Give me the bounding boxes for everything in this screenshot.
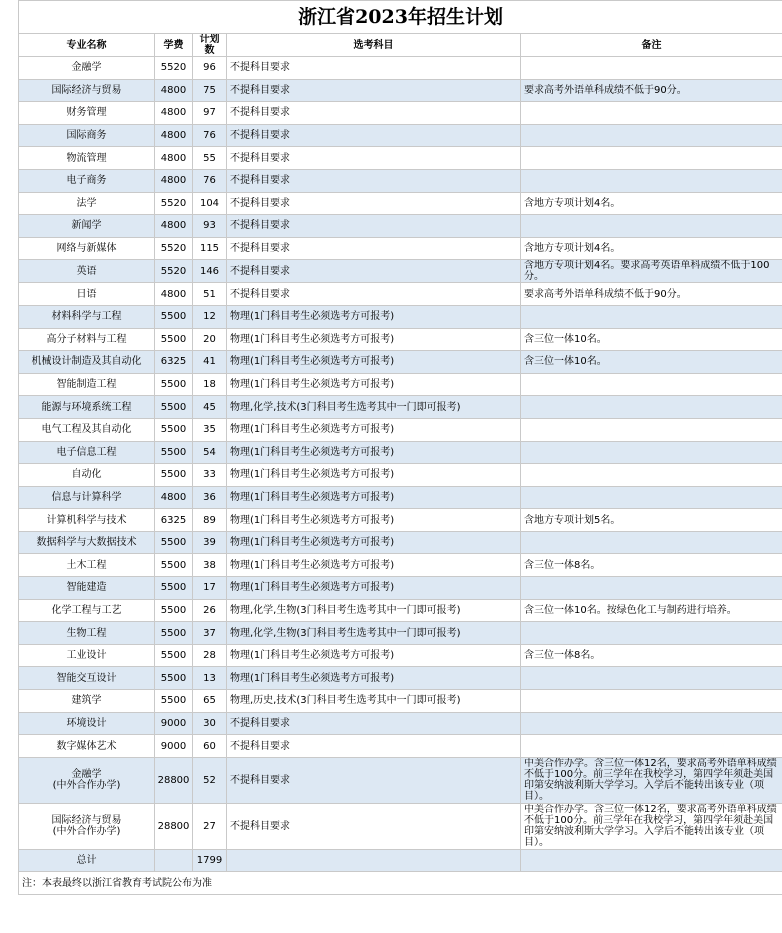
subject-requirement: 物理(1门科目考生必须选考方可报考) — [227, 464, 521, 487]
subject-requirement: 物理(1门科目考生必须选考方可报考) — [227, 305, 521, 328]
major-name: 财务管理 — [66, 107, 107, 119]
footnote: 注：本表最终以浙江省教育考试院公布为准 — [19, 872, 782, 895]
table-row — [19, 102, 782, 125]
plan-count: 96 — [193, 57, 227, 80]
tuition-fee: 5500 — [155, 554, 193, 577]
major-name: 智能制造工程 — [56, 379, 117, 391]
total-count: 1799 — [193, 849, 227, 872]
tuition-fee: 5500 — [155, 328, 193, 351]
table-row — [19, 396, 782, 419]
subject-requirement: 不提科目要求 — [227, 215, 521, 238]
remark: 中美合作办学。含三位一体12名，要求高考外语单科成绩不低于100分。前三学年在我校学习，第四学年须赴美国印第安纳波利斯大学学习。入学后不能转出该专业（项目）。 — [521, 803, 782, 849]
remark — [521, 396, 782, 419]
major-name: 国际商务 — [66, 130, 107, 142]
major-name-cell — [19, 757, 155, 803]
tuition-fee: 4800 — [155, 283, 193, 306]
subject-requirement: 不提科目要求 — [227, 260, 521, 283]
major-name: 信息与计算科学 — [51, 491, 122, 503]
remark: 含三位一体10名。 — [521, 351, 782, 374]
tuition-fee: 6325 — [155, 351, 193, 374]
remark — [521, 486, 782, 509]
plan-count: 30 — [193, 712, 227, 735]
major-name-cell — [19, 486, 155, 509]
remark — [521, 441, 782, 464]
plan-count: 38 — [193, 554, 227, 577]
plan-count: 18 — [193, 373, 227, 396]
table-row — [19, 644, 782, 667]
remark: 含地方专项计划4名。 — [521, 237, 782, 260]
subject-requirement: 物理,化学,生物(3门科目考生选考其中一门即可报考) — [227, 622, 521, 645]
remark — [521, 169, 782, 192]
tuition-fee: 28800 — [155, 757, 193, 803]
remark — [521, 464, 782, 487]
plan-count: 37 — [193, 622, 227, 645]
major-name-cell — [19, 79, 155, 102]
major-name-cell — [19, 396, 155, 419]
subject-requirement: 不提科目要求 — [227, 147, 521, 170]
tuition-fee: 5500 — [155, 396, 193, 419]
remark: 含三位一体10名。 — [521, 328, 782, 351]
tuition-fee: 4800 — [155, 169, 193, 192]
plan-count: 36 — [193, 486, 227, 509]
tuition-fee: 5500 — [155, 305, 193, 328]
table-row — [19, 418, 782, 441]
plan-count: 26 — [193, 599, 227, 622]
tuition-fee: 9000 — [155, 735, 193, 758]
table-row — [19, 757, 782, 803]
subject-requirement: 不提科目要求 — [227, 712, 521, 735]
subject-requirement: 物理,化学,技术(3门科目考生选考其中一门即可报考) — [227, 396, 521, 419]
table-body — [19, 57, 782, 850]
major-name: 日语 — [76, 288, 97, 300]
subject-requirement: 物理(1门科目考生必须选考方可报考) — [227, 509, 521, 532]
total-row — [19, 849, 782, 872]
plan-count: 39 — [193, 531, 227, 554]
plan-count: 60 — [193, 735, 227, 758]
remark: 要求高考外语单科成绩不低于90分。 — [521, 79, 782, 102]
plan-count: 75 — [193, 79, 227, 102]
header-row — [19, 34, 782, 57]
plan-count: 13 — [193, 667, 227, 690]
major-name-cell — [19, 373, 155, 396]
major-name-cell — [19, 509, 155, 532]
remark — [521, 690, 782, 713]
plan-count: 76 — [193, 169, 227, 192]
major-name: 计算机科学与技术 — [46, 514, 127, 526]
plan-count: 35 — [193, 418, 227, 441]
table-row — [19, 712, 782, 735]
table-row — [19, 169, 782, 192]
table-row — [19, 486, 782, 509]
major-name-cell — [19, 418, 155, 441]
page-title: 浙江省2023年招生计划 — [19, 1, 782, 34]
plan-count: 65 — [193, 690, 227, 713]
remark — [521, 147, 782, 170]
remark — [521, 305, 782, 328]
subject-requirement: 不提科目要求 — [227, 124, 521, 147]
table-row — [19, 192, 782, 215]
total-fee — [155, 849, 193, 872]
major-name: 土木工程 — [66, 559, 107, 571]
tuition-fee: 5520 — [155, 260, 193, 283]
table-row — [19, 531, 782, 554]
major-name-cell — [19, 441, 155, 464]
table-row — [19, 509, 782, 532]
major-name: 工业设计 — [66, 650, 107, 662]
table-row — [19, 305, 782, 328]
major-name-cell — [19, 667, 155, 690]
tuition-fee: 4800 — [155, 215, 193, 238]
major-name: 材料科学与工程 — [51, 311, 122, 323]
subject-requirement: 物理(1门科目考生必须选考方可报考) — [227, 486, 521, 509]
remark — [521, 215, 782, 238]
major-name: 建筑学 — [71, 695, 102, 707]
plan-count: 45 — [193, 396, 227, 419]
major-name: 物流管理 — [66, 152, 107, 164]
major-name: 英语 — [76, 265, 97, 277]
tuition-fee: 4800 — [155, 124, 193, 147]
major-name-cell — [19, 169, 155, 192]
major-name: 数字媒体艺术 — [56, 740, 117, 752]
remark — [521, 124, 782, 147]
tuition-fee: 5500 — [155, 644, 193, 667]
major-name: 电子信息工程 — [56, 446, 117, 458]
major-name-cell — [19, 712, 155, 735]
major-name: 法学 — [76, 197, 97, 209]
tuition-fee: 5520 — [155, 192, 193, 215]
major-name: 数据科学与大数据技术 — [36, 537, 137, 549]
major-name-cell — [19, 622, 155, 645]
tuition-fee: 9000 — [155, 712, 193, 735]
remark: 含地方专项计划5名。 — [521, 509, 782, 532]
remark — [521, 57, 782, 80]
tuition-fee: 6325 — [155, 509, 193, 532]
subject-requirement: 不提科目要求 — [227, 169, 521, 192]
subject-requirement: 不提科目要求 — [227, 102, 521, 125]
total-subjects — [227, 849, 521, 872]
remark — [521, 712, 782, 735]
table-row — [19, 577, 782, 600]
major-name-cell — [19, 147, 155, 170]
plan-count: 76 — [193, 124, 227, 147]
major-name-cell — [19, 328, 155, 351]
subject-requirement: 不提科目要求 — [227, 735, 521, 758]
subject-requirement: 物理(1门科目考生必须选考方可报考) — [227, 328, 521, 351]
subject-requirement: 物理(1门科目考生必须选考方可报考) — [227, 577, 521, 600]
subject-requirement: 物理(1门科目考生必须选考方可报考) — [227, 554, 521, 577]
subject-requirement: 物理,化学,生物(3门科目考生选考其中一门即可报考) — [227, 599, 521, 622]
plan-count: 55 — [193, 147, 227, 170]
major-name-cell — [19, 260, 155, 283]
major-name: 高分子材料与工程 — [46, 333, 127, 345]
remark: 中美合作办学。含三位一体12名，要求高考外语单科成绩不低于100分。前三学年在我校学习，第四学年须赴美国印第安纳波利斯大学学习。入学后不能转出该专业（项目）。 — [521, 757, 782, 803]
plan-count: 115 — [193, 237, 227, 260]
plan-count: 17 — [193, 577, 227, 600]
tuition-fee: 4800 — [155, 486, 193, 509]
remark: 要求高考外语单科成绩不低于90分。 — [521, 283, 782, 306]
remark: 含地方专项计划4名。 — [521, 192, 782, 215]
plan-count: 52 — [193, 757, 227, 803]
major-name-cell — [19, 690, 155, 713]
table-row — [19, 351, 782, 374]
major-name-cell — [19, 644, 155, 667]
major-name: 新闻学 — [71, 220, 102, 232]
subject-requirement: 物理(1门科目考生必须选考方可报考) — [227, 351, 521, 374]
major-name: 能源与环境系统工程 — [41, 401, 132, 413]
major-name-cell — [19, 57, 155, 80]
tuition-fee: 5500 — [155, 418, 193, 441]
table-row — [19, 803, 782, 849]
major-name: 电气工程及其自动化 — [41, 424, 132, 436]
plan-count: 20 — [193, 328, 227, 351]
tuition-fee: 5500 — [155, 373, 193, 396]
major-name: 金融学 — [71, 769, 102, 781]
major-name-suffix: (中外合作办学) — [52, 780, 121, 792]
major-name-cell — [19, 577, 155, 600]
table-row — [19, 124, 782, 147]
tuition-fee: 5520 — [155, 237, 193, 260]
major-name-cell — [19, 305, 155, 328]
table-row — [19, 57, 782, 80]
plan-count: 51 — [193, 283, 227, 306]
table-row — [19, 554, 782, 577]
table-row — [19, 599, 782, 622]
plan-count: 97 — [193, 102, 227, 125]
remark: 含地方专项计划4名。要求高考英语单科成绩不低于100分。 — [521, 260, 782, 283]
plan-count: 28 — [193, 644, 227, 667]
major-name-cell — [19, 124, 155, 147]
plan-count: 54 — [193, 441, 227, 464]
subject-requirement: 不提科目要求 — [227, 237, 521, 260]
tuition-fee: 4800 — [155, 102, 193, 125]
major-name: 环境设计 — [66, 717, 107, 729]
major-name-cell — [19, 554, 155, 577]
subject-requirement: 不提科目要求 — [227, 757, 521, 803]
plan-count: 41 — [193, 351, 227, 374]
table-row — [19, 735, 782, 758]
plan-count: 146 — [193, 260, 227, 283]
plan-count: 12 — [193, 305, 227, 328]
table-row — [19, 215, 782, 238]
major-name-suffix: (中外合作办学) — [52, 826, 121, 838]
tuition-fee: 4800 — [155, 147, 193, 170]
subject-requirement: 不提科目要求 — [227, 57, 521, 80]
header-note: 备注 — [521, 34, 782, 57]
total-label: 总计 — [19, 849, 155, 872]
major-name-cell — [19, 237, 155, 260]
major-name-cell — [19, 102, 155, 125]
major-name-cell — [19, 531, 155, 554]
tuition-fee: 5500 — [155, 622, 193, 645]
table-row — [19, 283, 782, 306]
plan-count: 89 — [193, 509, 227, 532]
remark — [521, 735, 782, 758]
major-name: 智能建造 — [66, 582, 107, 594]
table-row — [19, 147, 782, 170]
major-name-cell — [19, 283, 155, 306]
major-name: 国际经济与贸易 — [51, 815, 122, 827]
footnote-row — [19, 872, 782, 895]
remark — [521, 102, 782, 125]
subject-requirement: 物理,历史,技术(3门科目考生选考其中一门即可报考) — [227, 690, 521, 713]
tuition-fee: 5500 — [155, 599, 193, 622]
subject-requirement: 物理(1门科目考生必须选考方可报考) — [227, 441, 521, 464]
tuition-fee: 5500 — [155, 464, 193, 487]
remark — [521, 622, 782, 645]
remark — [521, 418, 782, 441]
table-row — [19, 441, 782, 464]
remark — [521, 373, 782, 396]
tuition-fee: 5520 — [155, 57, 193, 80]
header-major: 专业名称 — [19, 34, 155, 57]
subject-requirement: 物理(1门科目考生必须选考方可报考) — [227, 373, 521, 396]
remark — [521, 667, 782, 690]
major-name-cell — [19, 351, 155, 374]
table-row — [19, 464, 782, 487]
tuition-fee: 5500 — [155, 577, 193, 600]
tuition-fee: 5500 — [155, 531, 193, 554]
header-fee: 学费 — [155, 34, 193, 57]
major-name-cell — [19, 803, 155, 849]
total-note — [521, 849, 782, 872]
header-count: 计划数 — [193, 34, 227, 57]
table-row — [19, 79, 782, 102]
subject-requirement: 不提科目要求 — [227, 192, 521, 215]
major-name: 国际经济与贸易 — [51, 84, 122, 96]
subject-requirement: 物理(1门科目考生必须选考方可报考) — [227, 418, 521, 441]
major-name-cell — [19, 192, 155, 215]
tuition-fee: 5500 — [155, 690, 193, 713]
enrollment-plan-table — [18, 0, 782, 895]
remark: 含三位一体8名。 — [521, 554, 782, 577]
header-subjects: 选考科目 — [227, 34, 521, 57]
remark — [521, 577, 782, 600]
plan-count: 33 — [193, 464, 227, 487]
table-row — [19, 237, 782, 260]
major-name: 机械设计制造及其自动化 — [31, 356, 142, 368]
table-row — [19, 260, 782, 283]
table-row — [19, 328, 782, 351]
table-row — [19, 373, 782, 396]
major-name-cell — [19, 464, 155, 487]
major-name: 电子商务 — [66, 175, 107, 187]
subject-requirement: 不提科目要求 — [227, 803, 521, 849]
major-name: 智能交互设计 — [56, 672, 117, 684]
major-name: 金融学 — [71, 62, 102, 74]
remark: 含三位一体10名。按绿色化工与制药进行培养。 — [521, 599, 782, 622]
plan-count: 27 — [193, 803, 227, 849]
remark — [521, 531, 782, 554]
plan-count: 104 — [193, 192, 227, 215]
tuition-fee: 5500 — [155, 441, 193, 464]
major-name: 生物工程 — [66, 627, 107, 639]
major-name-cell — [19, 735, 155, 758]
remark: 含三位一体8名。 — [521, 644, 782, 667]
major-name: 化学工程与工艺 — [51, 604, 122, 616]
major-name-cell — [19, 215, 155, 238]
major-name: 网络与新媒体 — [56, 243, 117, 255]
subject-requirement: 物理(1门科目考生必须选考方可报考) — [227, 644, 521, 667]
plan-count: 93 — [193, 215, 227, 238]
table-row — [19, 667, 782, 690]
major-name: 自动化 — [71, 469, 102, 481]
subject-requirement: 不提科目要求 — [227, 79, 521, 102]
subject-requirement: 物理(1门科目考生必须选考方可报考) — [227, 531, 521, 554]
table-row — [19, 622, 782, 645]
tuition-fee: 4800 — [155, 79, 193, 102]
subject-requirement: 不提科目要求 — [227, 283, 521, 306]
tuition-fee: 5500 — [155, 667, 193, 690]
subject-requirement: 物理(1门科目考生必须选考方可报考) — [227, 667, 521, 690]
tuition-fee: 28800 — [155, 803, 193, 849]
table-row — [19, 690, 782, 713]
major-name-cell — [19, 599, 155, 622]
